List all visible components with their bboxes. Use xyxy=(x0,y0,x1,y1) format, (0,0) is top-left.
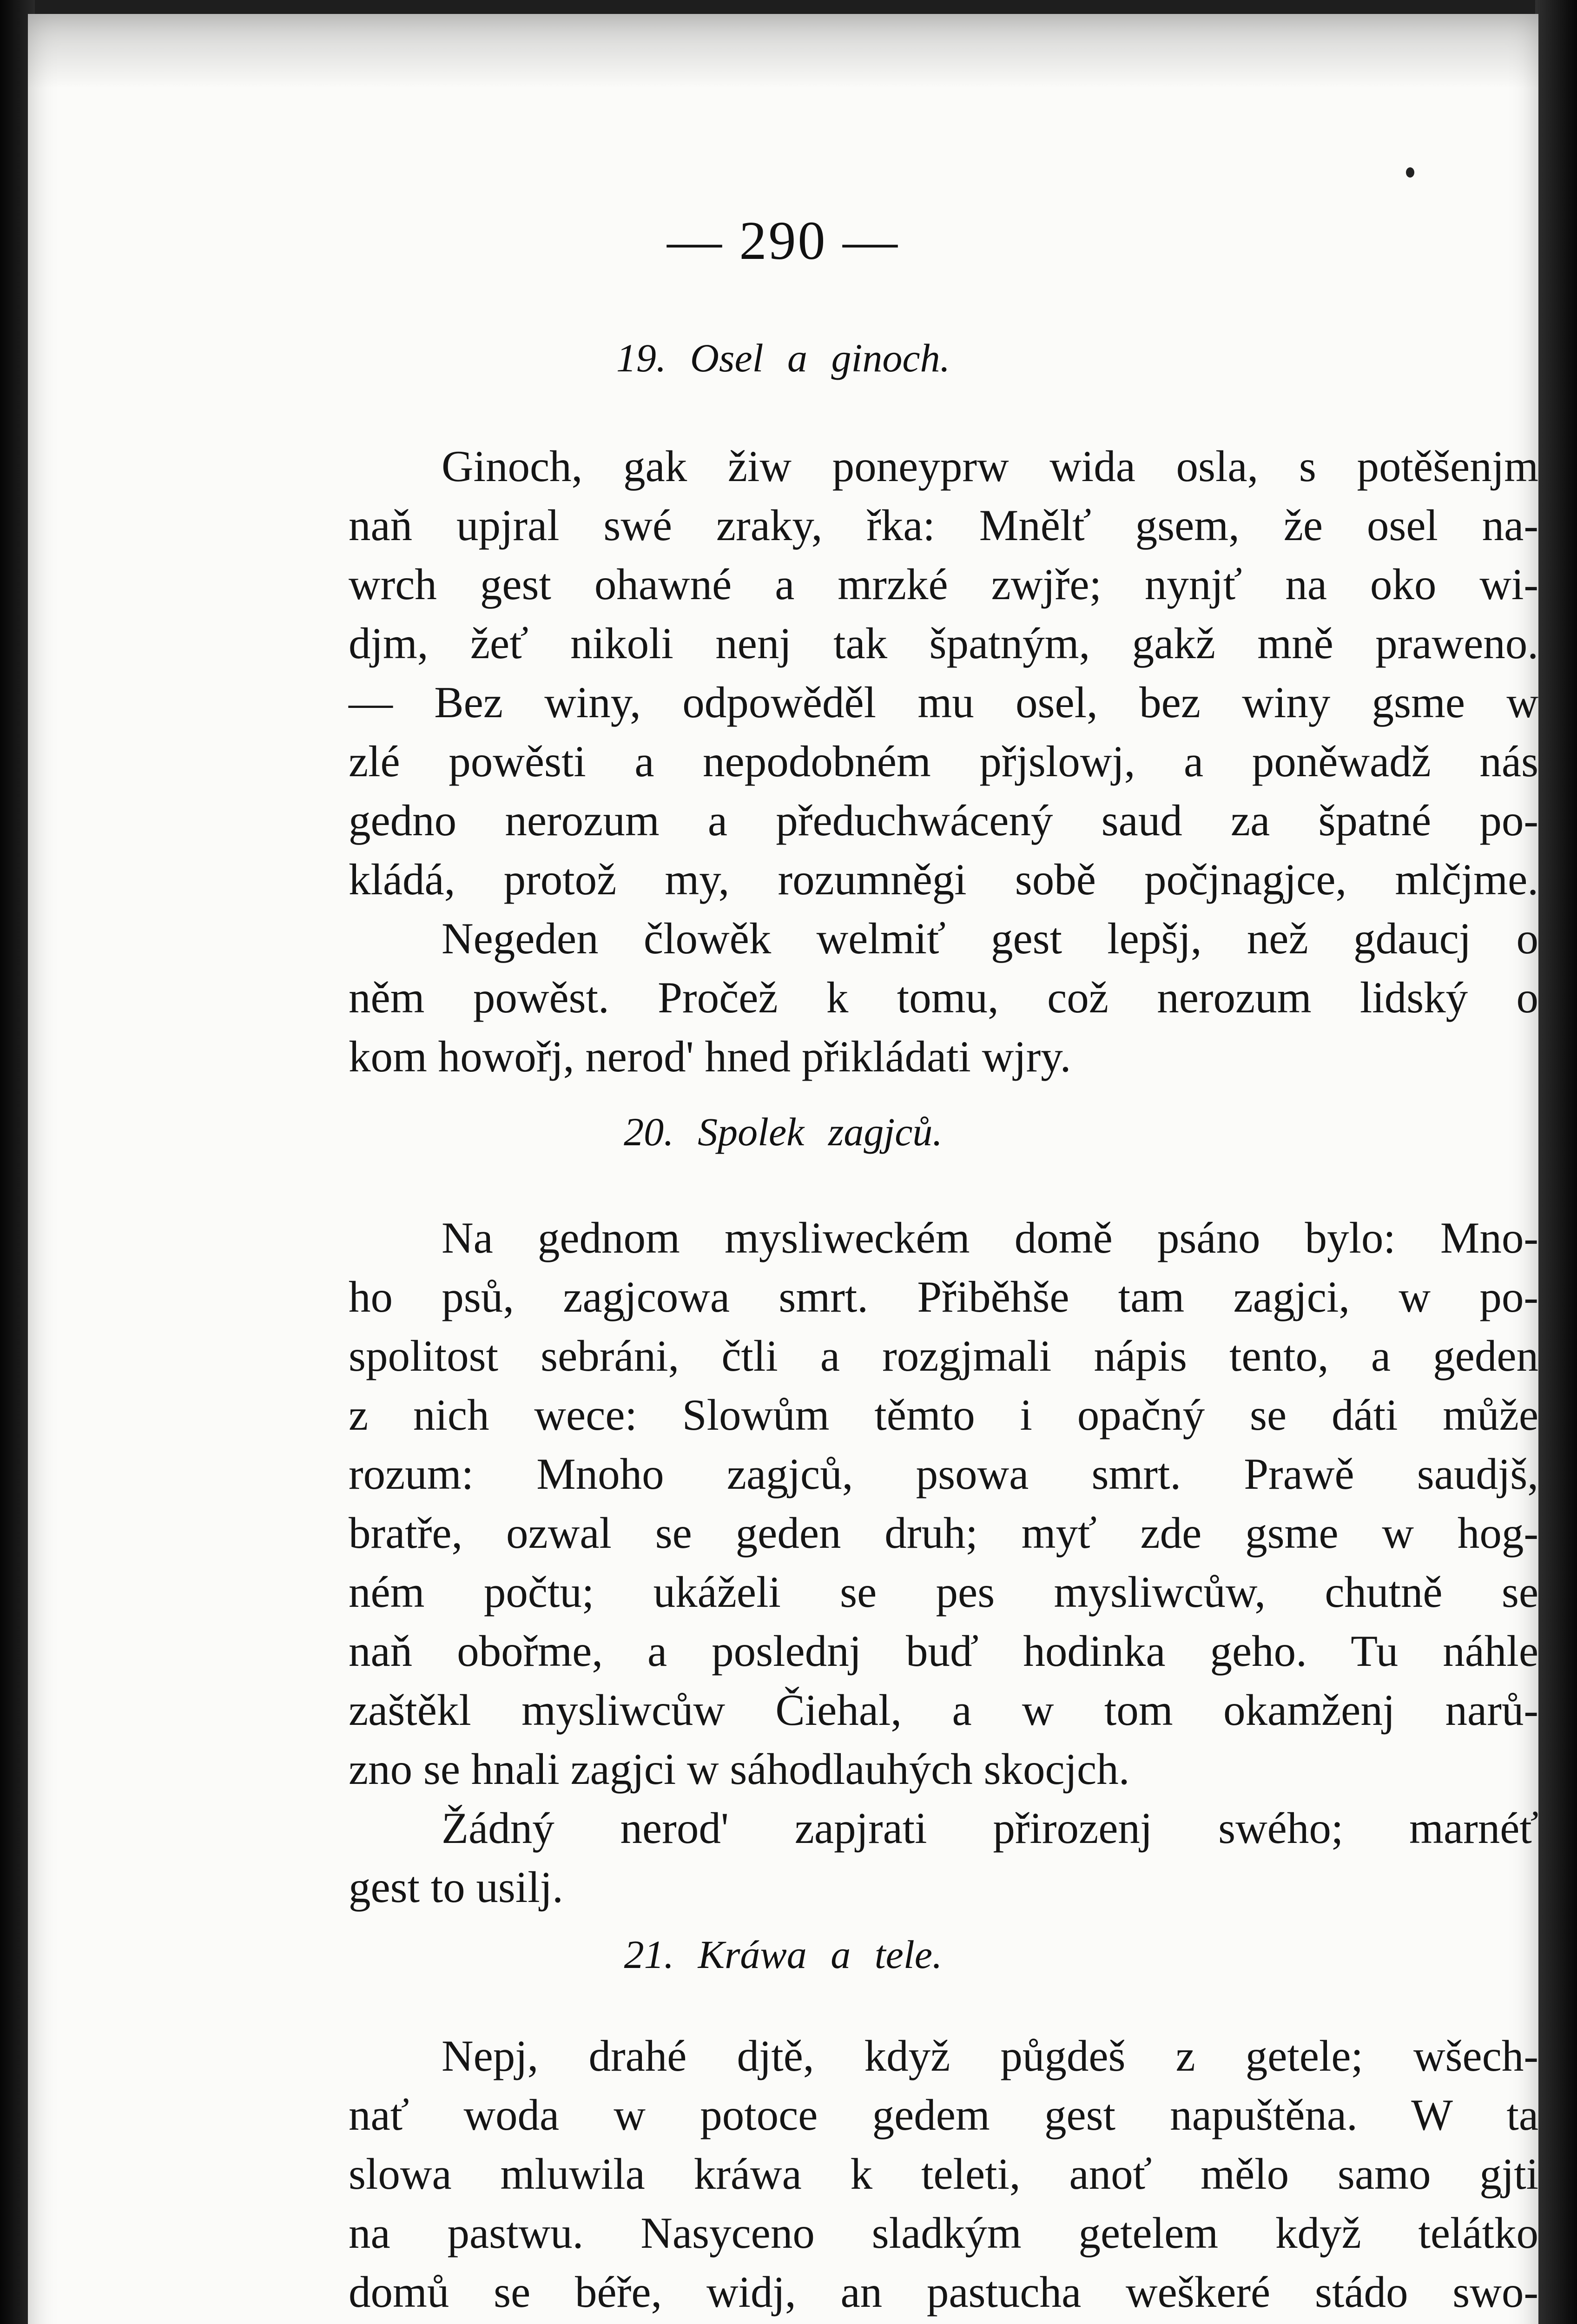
section-heading-19: 19. Osel a ginoch. xyxy=(616,336,950,380)
text-line: — Bez winy, odpowěděl mu osel, bez winy gsme w xyxy=(349,678,1538,727)
text-line: spolitost sebráni, čtli a rozgjmali nápis tento, a geden xyxy=(349,1331,1538,1380)
scan-edge-right xyxy=(1535,0,1577,2324)
text-line: kom howořj, nerod' hned přikládati wjry. xyxy=(349,1032,1071,1081)
text-line: domů se béře, widj, an pastucha weškeré stádo swo- xyxy=(349,2267,1538,2317)
section-heading-21: 21. Kráwa a tele. xyxy=(624,1932,943,1977)
section-text-21 xyxy=(349,2027,1538,2324)
text-line: na pastwu. Nasyceno sladkým getelem když telátko xyxy=(349,2208,1538,2258)
section-text-20 xyxy=(349,1208,1538,1917)
text-line xyxy=(349,2322,1538,2324)
text-line: djm, žeť nikoli nenj tak špatným, gakž mně praweno. xyxy=(349,619,1538,668)
text-line: Na gednom mysliweckém domě psáno bylo: Mno- xyxy=(442,1213,1538,1262)
text-line: něm powěst. Pročež k tomu, což nerozum lidský o xyxy=(349,973,1538,1022)
text-line: wrch gest ohawné a mrzké zwjře; nynjť na oko wi- xyxy=(349,560,1538,609)
page-top-shading xyxy=(28,14,1538,88)
text-line: zlé powěsti a nepodobném přjslowj, a poněwadž nás xyxy=(349,737,1538,786)
book-page xyxy=(28,14,1538,2324)
section-text-19 xyxy=(349,437,1538,1086)
text-line: rozum: Mnoho zagjců, psowa smrt. Prawě saudjš, xyxy=(349,1449,1538,1499)
text-line: ném počtu; ukáželi se pes myslіwcůw, chutně se xyxy=(349,1567,1538,1617)
text-line: zaštěkl mysliwcůw Čiehal, a w tom okamženj narů- xyxy=(349,1685,1538,1735)
text-line: naň upjral swé zraky, řka: Mnělť gsem, že osel na- xyxy=(349,501,1538,550)
text-line: bratře, ozwal se geden druh; myť zde gsme w hog- xyxy=(349,1508,1538,1558)
section-heading-20: 20. Spolek zagjců. xyxy=(624,1109,943,1154)
text-line: Negeden člowěk welmiť gest lepšj, než gdaucj o xyxy=(442,914,1538,963)
text-line: slowa mluwila kráwa k teleti, anoť mělo samo gjti xyxy=(349,2149,1538,2199)
text-line: gedno nerozum a předuchwácený saud za špatné po- xyxy=(349,796,1538,845)
text-line: zno se hnali zagjci w sáhodlauhých skocjch. xyxy=(349,1744,1130,1794)
page-number: — 290 — xyxy=(667,210,899,271)
scan-speck xyxy=(1406,167,1414,178)
text-line: naň obořme, a poslednj buď hodinka geho. Tu náhle xyxy=(349,1626,1538,1676)
text-line: ho psů, zagjcowa smrt. Přiběhše tam zagjci, w po- xyxy=(349,1272,1538,1321)
text-line: Ginoch, gak žiw poneyprw wida osla, s potěšenjm xyxy=(442,442,1538,491)
text-line: kládá, protož my, rozumněgi sobě počjnagjce, mlčjme. xyxy=(349,855,1538,904)
text-line: Žádný nerod' zapjrati přirozenj swého; marnéť xyxy=(442,1803,1538,1853)
text-line: Nepj, drahé djtě, když půgdeš z getele; wšech- xyxy=(442,2031,1538,2080)
text-line: nať woda w potoce gedem gest napuštěna. W ta xyxy=(349,2090,1538,2139)
text-line: z nich wece: Slowům těmto i opačný se dáti může xyxy=(349,1390,1538,1439)
text-line: gest to usilj. xyxy=(349,1862,563,1912)
